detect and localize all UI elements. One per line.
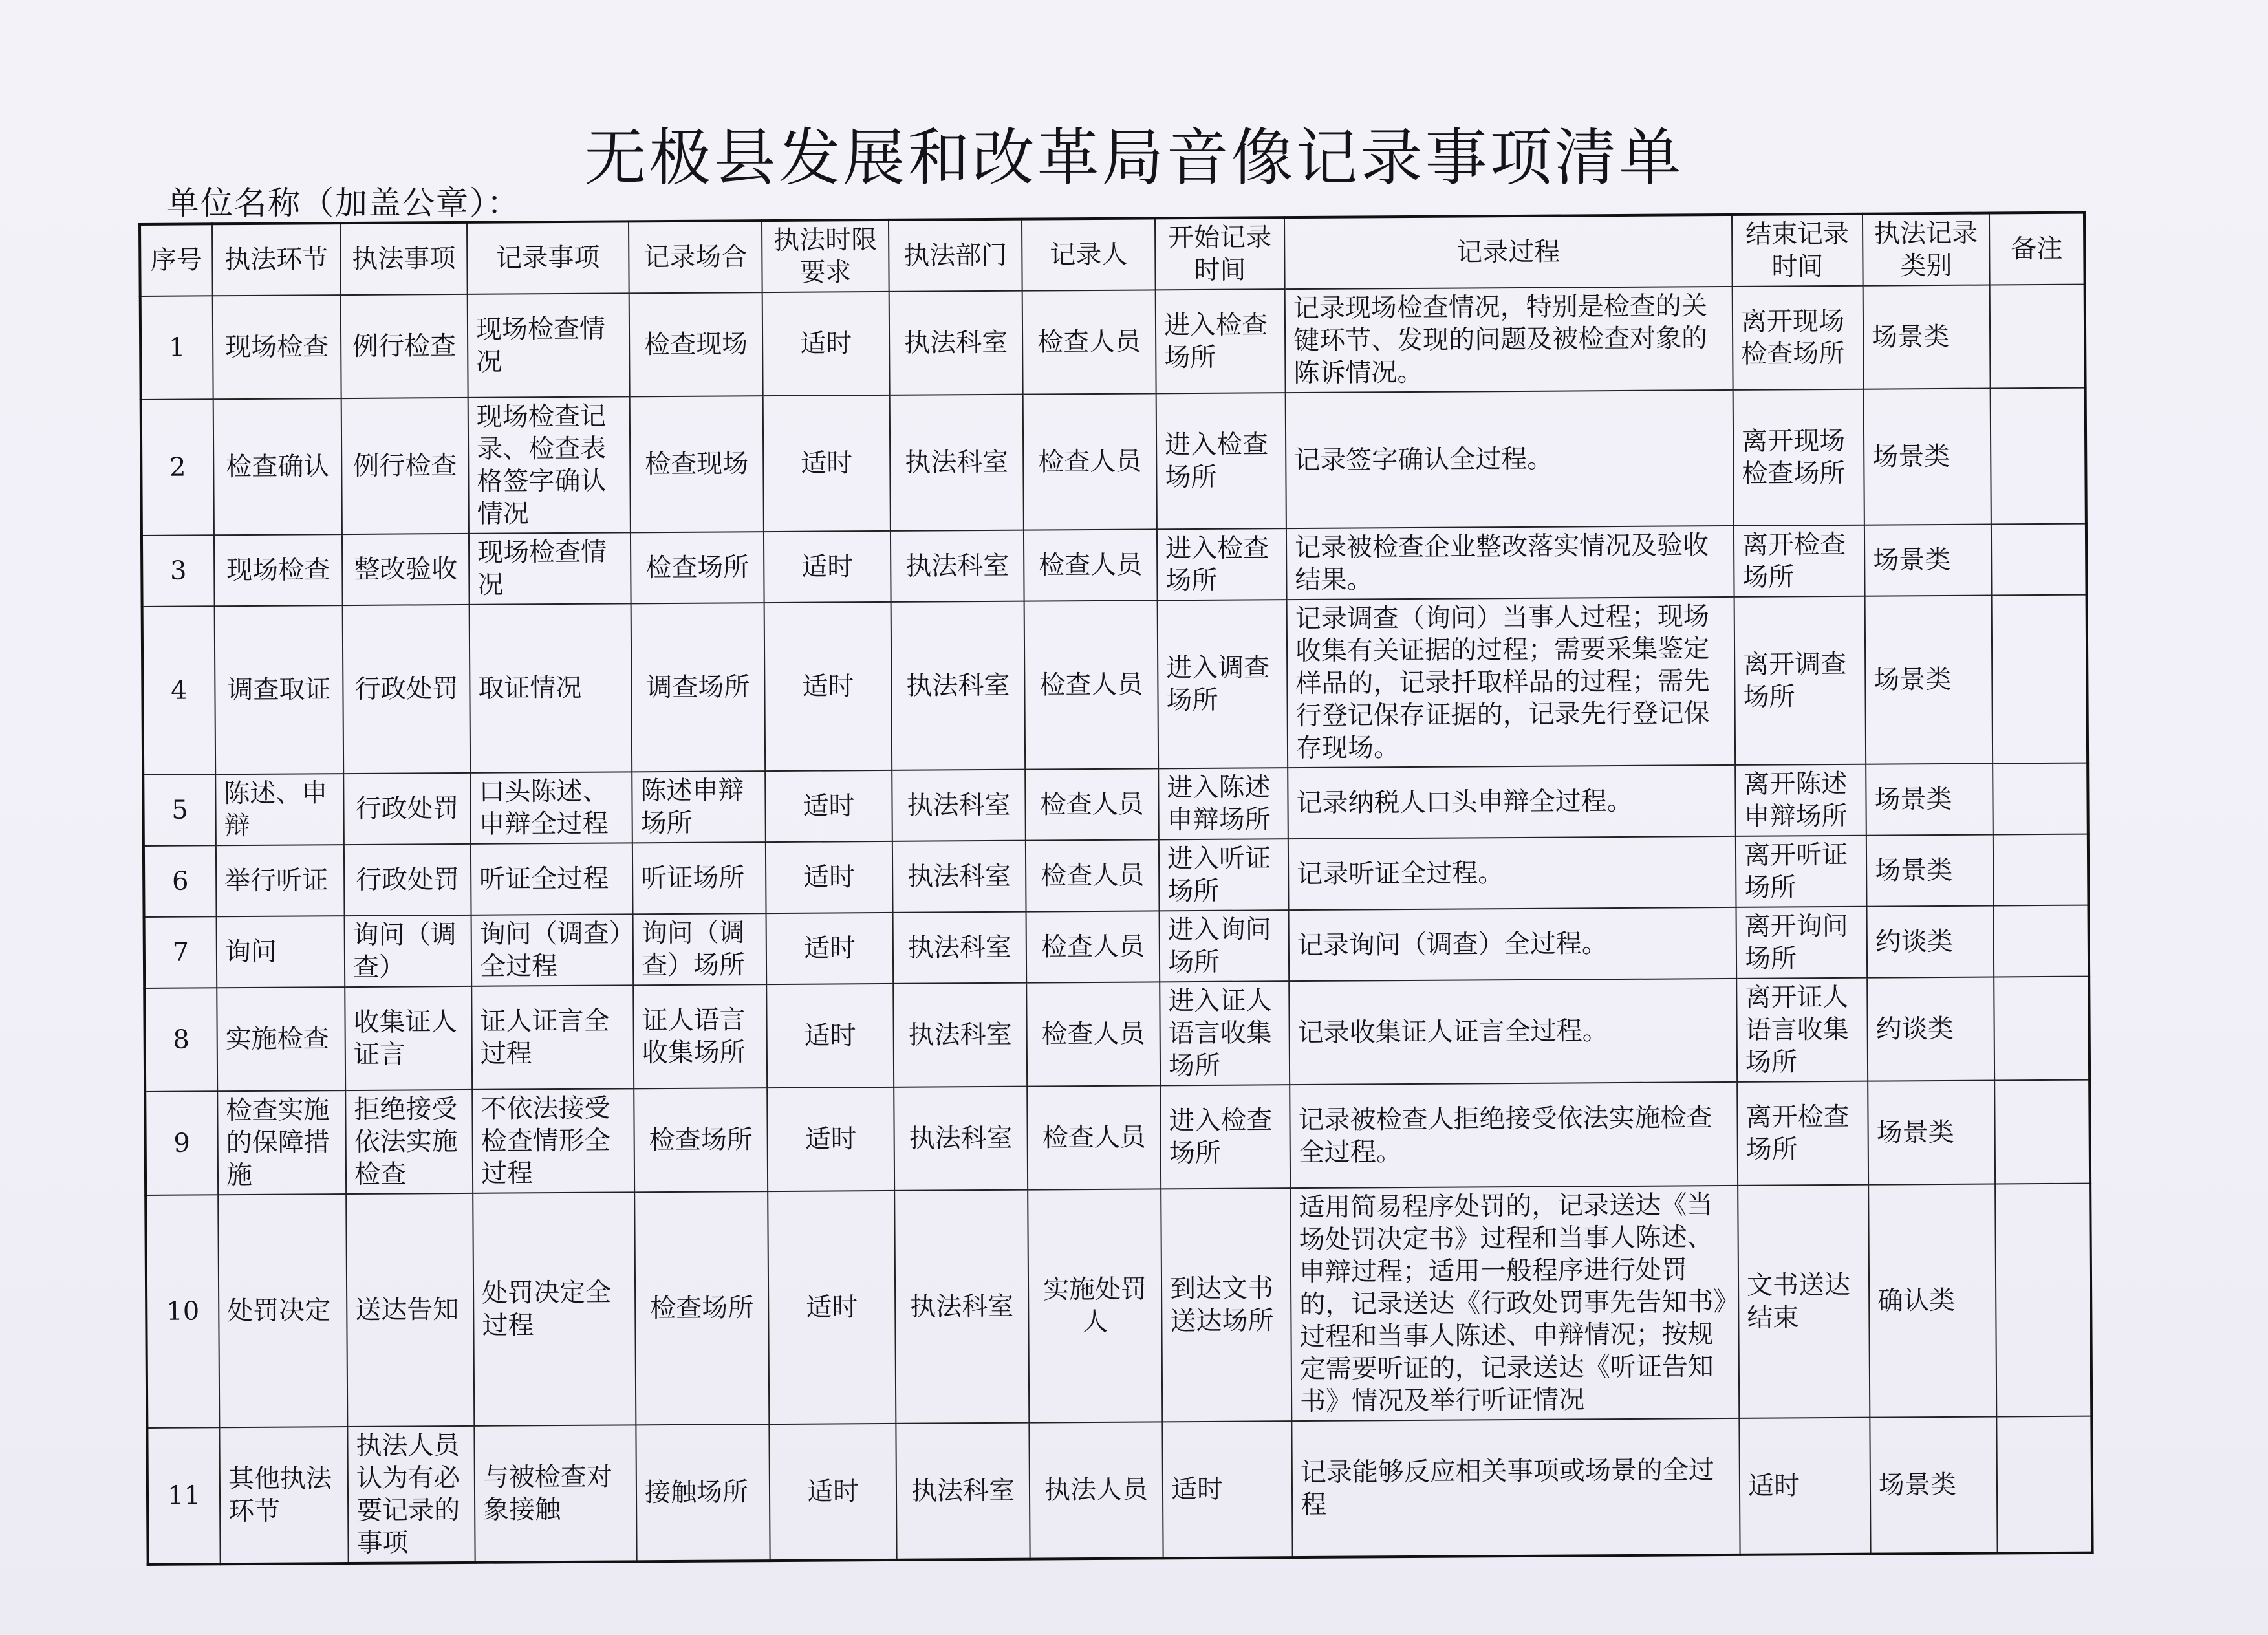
cell-enforcement-item: 收集证人证言	[345, 986, 472, 1090]
cell-end-time: 离开检查场所	[1737, 1081, 1868, 1186]
cell-start-time: 适时	[1162, 1421, 1292, 1558]
cell-process: 记录纳税人口头申辩全过程。	[1288, 765, 1736, 839]
cell-time-limit: 适时	[768, 1191, 896, 1424]
cell-category: 约谈类	[1867, 977, 1994, 1081]
header-cell: 执法时限要求	[762, 220, 889, 292]
cell-record-occasion: 检查现场	[630, 396, 764, 532]
cell-enforcement-item: 行政处罚	[344, 844, 471, 916]
cell-process: 记录被检查人拒绝接受依法实施检查全过程。	[1290, 1082, 1738, 1188]
cell-category: 确认类	[1868, 1184, 1996, 1417]
cell-remarks	[1993, 763, 2088, 835]
header-cell: 记录事项	[467, 221, 629, 294]
cell-department: 执法科室	[896, 1423, 1030, 1560]
cell-record-occasion: 陈述申辩场所	[632, 771, 766, 843]
document-title: 无极县发展和改革局音像记录事项清单	[584, 122, 1684, 194]
table-row	[140, 285, 2086, 400]
cell-remarks	[1991, 388, 2086, 525]
cell-remarks	[1996, 1416, 2092, 1554]
cell-recorder: 检查人员	[1026, 839, 1160, 911]
cell-department: 执法科室	[893, 983, 1027, 1087]
cell-remarks	[1995, 1184, 2091, 1417]
cell-department: 执法科室	[893, 912, 1027, 984]
cell-enforcement-stage: 询问	[217, 916, 345, 988]
cell-enforcement-stage: 实施检查	[217, 987, 345, 1091]
cell-category: 场景类	[1866, 764, 1993, 836]
cell-remarks	[1994, 1080, 2090, 1184]
cell-category: 场景类	[1864, 389, 1991, 525]
table-row	[144, 834, 2089, 917]
cell-category: 场景类	[1870, 1416, 1997, 1554]
header-cell: 备注	[1989, 213, 2085, 285]
cell-department: 执法科室	[894, 1190, 1029, 1424]
cell-enforcement-stage: 处罚决定	[218, 1194, 347, 1427]
cell-start-time: 进入检查场所	[1160, 1085, 1290, 1189]
cell-department: 执法科室	[891, 601, 1026, 770]
cell-record-item: 口头陈述、申辩全过程	[470, 772, 632, 844]
cell-end-time: 离开陈述申辩场所	[1735, 764, 1866, 836]
cell-enforcement-item: 行政处罚	[343, 773, 471, 845]
cell-remarks	[1991, 524, 2087, 596]
cell-category: 约谈类	[1867, 905, 1994, 977]
cell-enforcement-item: 行政处罚	[343, 605, 471, 774]
cell-department: 执法科室	[891, 530, 1024, 602]
cell-time-limit: 适时	[766, 841, 893, 913]
cell-record-occasion: 询问（调查）场所	[633, 913, 767, 985]
table-row	[147, 1416, 2092, 1565]
cell-end-time: 离开现场检查场所	[1733, 286, 1864, 390]
cell-department: 执法科室	[892, 841, 1026, 913]
cell-end-time: 离开调查场所	[1734, 596, 1866, 765]
cell-remarks	[1992, 595, 2088, 764]
cell-category: 场景类	[1864, 525, 1992, 596]
cell-seq: 5	[143, 774, 216, 846]
cell-process: 记录询问（调查）全过程。	[1289, 907, 1737, 981]
cell-recorder: 检查人员	[1026, 982, 1160, 1086]
cell-record-item: 与被检查对象接触	[474, 1425, 636, 1563]
records-table-wrapper	[138, 211, 2091, 1558]
cell-time-limit: 适时	[766, 984, 894, 1088]
cell-record-item: 现场检查记录、检查表格签字确认情况	[468, 396, 631, 534]
cell-seq: 8	[144, 988, 217, 1092]
cell-time-limit: 适时	[763, 395, 891, 532]
cell-process: 记录被检查企业整改落实情况及验收结果。	[1286, 526, 1734, 600]
table-row	[143, 763, 2088, 846]
cell-department: 执法科室	[889, 291, 1023, 395]
table-row	[146, 1184, 2091, 1428]
cell-process: 记录现场检查情况，特别是检查的关键环节、发现的问题及被检查对象的陈诉情况。	[1285, 287, 1733, 393]
cell-end-time: 离开证人语言收集场所	[1736, 978, 1868, 1082]
cell-department: 执法科室	[892, 770, 1026, 841]
cell-department: 执法科室	[894, 1087, 1028, 1191]
cell-enforcement-stage: 检查确认	[213, 398, 342, 535]
table-row	[144, 905, 2090, 988]
cell-recorder: 检查人员	[1024, 529, 1158, 601]
cell-process: 记录调查（询问）当事人过程；现场收集有关证据的过程；需要采集鉴定样品的，记录扦取样品的过程；需先行登记保存证据的，记录先行登记保存现场。	[1287, 597, 1736, 768]
cell-remarks	[1994, 977, 2090, 1081]
cell-enforcement-item: 例行检查	[341, 294, 468, 398]
cell-time-limit: 适时	[764, 531, 891, 603]
cell-record-item: 处罚决定全过程	[473, 1192, 636, 1426]
cell-remarks	[1993, 834, 2089, 906]
cell-end-time: 离开听证场所	[1736, 836, 1867, 907]
header-cell: 记录人	[1022, 218, 1156, 290]
cell-start-time: 进入听证场所	[1159, 839, 1289, 911]
table-row	[142, 595, 2088, 775]
cell-enforcement-item: 执法人员认为有必要记录的事项	[347, 1426, 475, 1563]
header-cell: 记录过程	[1284, 215, 1733, 289]
cell-start-time: 进入检查场所	[1156, 289, 1286, 393]
cell-time-limit: 适时	[765, 770, 892, 842]
header-cell: 结束记录时间	[1732, 214, 1863, 287]
cell-enforcement-item: 询问（调查）	[345, 915, 472, 987]
cell-recorder: 检查人员	[1027, 1085, 1161, 1189]
cell-end-time: 离开检查场所	[1734, 525, 1865, 597]
header-cell: 开始记录时间	[1155, 217, 1285, 290]
cell-end-time: 离开现场检查场所	[1733, 389, 1864, 526]
cell-category: 场景类	[1863, 285, 1991, 389]
header-cell: 执法部门	[889, 219, 1022, 292]
cell-process: 记录收集证人证言全过程。	[1289, 979, 1737, 1085]
cell-time-limit: 适时	[764, 602, 892, 771]
cell-process: 记录听证全过程。	[1288, 836, 1736, 910]
cell-seq: 10	[146, 1195, 219, 1428]
cell-time-limit: 适时	[762, 292, 890, 396]
cell-seq: 6	[144, 845, 217, 917]
header-cell: 执法事项	[340, 222, 468, 295]
cell-seq: 3	[142, 535, 215, 607]
cell-remarks	[1990, 285, 2086, 389]
cell-enforcement-stage: 举行听证	[216, 845, 345, 916]
cell-recorder: 实施处罚人	[1028, 1189, 1162, 1422]
cell-enforcement-stage: 其他执法环节	[219, 1427, 348, 1564]
cell-start-time: 进入检查场所	[1157, 528, 1287, 600]
cell-seq: 2	[141, 399, 214, 536]
cell-start-time: 到达文书送达场所	[1161, 1188, 1291, 1422]
cell-recorder: 检查人员	[1023, 393, 1157, 530]
cell-record-item: 现场检查情况	[468, 293, 630, 398]
cell-record-item: 取证情况	[470, 603, 632, 773]
cell-end-time: 文书送达结束	[1738, 1185, 1870, 1418]
header-cell: 执法记录类别	[1863, 213, 1990, 286]
cell-category: 场景类	[1865, 596, 1993, 764]
cell-record-item: 询问（调查）全过程	[471, 914, 634, 986]
table-row	[145, 1080, 2090, 1195]
table-row	[144, 977, 2090, 1092]
header-cell: 执法环节	[212, 223, 341, 296]
cell-process: 记录能够反应相关事项或场景的全过程	[1291, 1418, 1740, 1557]
cell-category: 场景类	[1866, 834, 1994, 906]
cell-start-time: 进入调查场所	[1158, 600, 1288, 768]
cell-enforcement-stage: 现场检查	[214, 534, 343, 606]
cell-enforcement-item: 拒绝接受依法实施检查	[345, 1090, 473, 1194]
cell-record-item: 听证全过程	[471, 843, 633, 915]
cell-seq: 7	[144, 916, 217, 988]
header-cell: 记录场合	[629, 221, 762, 293]
cell-recorder: 检查人员	[1026, 911, 1160, 982]
cell-record-occasion: 听证场所	[632, 842, 766, 914]
cell-enforcement-item: 送达告知	[346, 1193, 474, 1427]
cell-start-time: 进入询问场所	[1160, 910, 1290, 982]
unit-name-label: 单位名称（加盖公章）：	[167, 184, 521, 222]
cell-record-occasion: 接触场所	[636, 1424, 770, 1561]
cell-seq: 9	[145, 1091, 218, 1195]
records-table	[138, 211, 2094, 1566]
cell-seq: 1	[140, 296, 213, 400]
cell-record-occasion: 证人语言收集场所	[633, 984, 767, 1088]
table-row	[142, 524, 2087, 607]
cell-recorder: 检查人员	[1025, 768, 1159, 840]
cell-seq: 4	[142, 606, 216, 775]
cell-recorder: 检查人员	[1022, 290, 1156, 394]
cell-record-item: 现场检查情况	[469, 532, 631, 605]
cell-end-time: 离开询问场所	[1736, 907, 1868, 979]
cell-enforcement-item: 例行检查	[341, 398, 469, 534]
table-header-row	[140, 213, 2085, 296]
cell-category: 场景类	[1868, 1080, 1995, 1184]
cell-start-time: 进入证人语言收集场所	[1160, 981, 1290, 1085]
cell-record-occasion: 检查场所	[634, 1088, 768, 1192]
cell-end-time: 适时	[1739, 1418, 1870, 1555]
table-row	[141, 388, 2086, 536]
cell-time-limit: 适时	[767, 1087, 894, 1191]
cell-recorder: 检查人员	[1024, 600, 1159, 769]
cell-time-limit: 适时	[766, 913, 894, 984]
cell-record-item: 证人证言全过程	[471, 985, 634, 1090]
cell-process: 适用简易程序处罚的，记录送达《当场处罚决定书》过程和当事人陈述、申辩过程；适用一般程序进行处罚的，记录送达《行政处罚事先告知书》过程和当事人陈述、申辩情况；按规定需要听证的，记录送达《听证告知书》情况及举行听证情况	[1290, 1186, 1739, 1421]
cell-enforcement-stage: 调查取证	[215, 605, 344, 774]
header-cell: 序号	[140, 224, 213, 296]
cell-start-time: 进入陈述申辩场所	[1158, 768, 1288, 839]
cell-department: 执法科室	[890, 395, 1024, 531]
cell-enforcement-stage: 陈述、申辩	[215, 774, 344, 845]
cell-start-time: 进入检查场所	[1156, 393, 1286, 529]
cell-remarks	[1994, 905, 2090, 977]
cell-process: 记录签字确认全过程。	[1286, 390, 1734, 528]
cell-record-occasion: 检查场所	[634, 1191, 769, 1425]
cell-time-limit: 适时	[769, 1424, 896, 1561]
cell-record-item: 不依法接受检查情形全过程	[472, 1088, 634, 1193]
cell-recorder: 执法人员	[1029, 1422, 1163, 1559]
cell-enforcement-stage: 检查实施的保障措施	[217, 1090, 346, 1195]
cell-record-occasion: 检查场所	[631, 532, 764, 603]
cell-enforcement-stage: 现场检查	[213, 295, 341, 399]
cell-record-occasion: 调查场所	[631, 603, 766, 772]
cell-seq: 11	[147, 1427, 220, 1565]
cell-record-occasion: 检查现场	[629, 292, 763, 396]
cell-enforcement-item: 整改验收	[342, 534, 470, 605]
